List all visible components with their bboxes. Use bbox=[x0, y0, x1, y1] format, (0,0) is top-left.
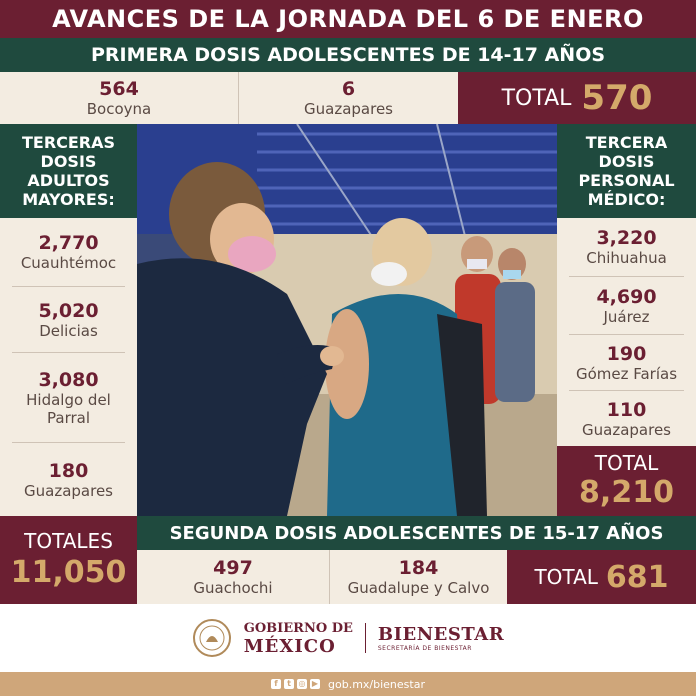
first-dose-banner bbox=[0, 38, 696, 72]
seniors-header bbox=[0, 124, 137, 218]
first-dose-place: Bocoyna bbox=[86, 100, 152, 118]
page-title-text: AVANCES DE LA JORNADA DEL 6 DE ENERO bbox=[52, 5, 644, 33]
medical-count: 4,690 bbox=[596, 285, 657, 308]
second-dose-banner bbox=[137, 516, 696, 550]
bienestar-subtext: SECRETARÍA DE BIENESTAR bbox=[377, 645, 472, 652]
footer bbox=[0, 672, 696, 696]
first-dose-total-value: 570 bbox=[581, 78, 653, 118]
medical-list bbox=[557, 218, 696, 446]
first-dose-banner-text: PRIMERA DOSIS ADOLESCENTES DE 14-17 AÑOS bbox=[90, 44, 606, 66]
vaccination-photo-illustration bbox=[137, 124, 557, 516]
medical-place: Gómez Farías bbox=[575, 364, 678, 383]
first-dose-place: Guazapares bbox=[304, 100, 393, 118]
first-dose-count: 6 bbox=[341, 78, 356, 100]
first-dose-total-label: TOTAL bbox=[501, 85, 572, 111]
social-icons bbox=[271, 679, 320, 689]
grand-totals bbox=[0, 516, 137, 604]
medical-count: 190 bbox=[606, 342, 647, 365]
second-dose-total bbox=[507, 550, 696, 604]
second-dose-total-value: 681 bbox=[605, 559, 669, 595]
gobierno-logo bbox=[244, 620, 353, 656]
twitter-icon[interactable]: t bbox=[284, 679, 294, 689]
first-dose-cell bbox=[238, 72, 458, 124]
gobierno-line2: MÉXICO bbox=[243, 636, 336, 657]
list-item bbox=[12, 442, 125, 516]
logo-strip bbox=[0, 604, 696, 672]
second-dose-count: 497 bbox=[213, 557, 253, 579]
seniors-count: 3,080 bbox=[38, 368, 99, 391]
list-item bbox=[569, 390, 684, 446]
list-item bbox=[12, 218, 125, 286]
bienestar-text: BIENESTAR bbox=[377, 624, 505, 645]
seniors-list bbox=[0, 218, 137, 516]
medical-place: Juárez bbox=[603, 307, 650, 326]
footer-url[interactable]: gob.mx/bienestar bbox=[328, 677, 425, 691]
seniors-place: Cuauhtémoc bbox=[20, 254, 117, 272]
second-dose-cell bbox=[329, 550, 507, 604]
first-dose-count: 564 bbox=[99, 78, 139, 100]
seniors-place: Delicias bbox=[39, 321, 98, 340]
second-dose-place: Guadalupe y Calvo bbox=[347, 579, 490, 597]
vaccination-photo bbox=[137, 124, 557, 516]
seniors-place: Hidalgo del Parral bbox=[26, 390, 111, 427]
list-item bbox=[569, 276, 684, 334]
medical-total-label: TOTAL bbox=[594, 451, 659, 475]
youtube-icon[interactable]: ▶ bbox=[311, 679, 319, 688]
gobierno-line1: GOBIERNO DE bbox=[243, 621, 353, 636]
second-dose-place: Guachochi bbox=[193, 579, 273, 597]
coat-of-arms-icon bbox=[192, 618, 232, 658]
second-dose-banner-text: SEGUNDA DOSIS ADOLESCENTES DE 15-17 AÑOS bbox=[169, 522, 664, 544]
medical-total bbox=[557, 446, 696, 516]
medical-total-value: 8,210 bbox=[579, 475, 674, 510]
second-dose-cell bbox=[137, 550, 329, 604]
seniors-count: 2,770 bbox=[38, 232, 99, 254]
medical-header bbox=[557, 124, 696, 218]
grand-totals-value: 11,050 bbox=[10, 555, 127, 590]
medical-count: 110 bbox=[606, 398, 647, 421]
medical-count: 3,220 bbox=[596, 227, 657, 249]
second-dose-total-label: TOTAL bbox=[534, 565, 598, 589]
instagram-icon[interactable]: ◎ bbox=[298, 679, 306, 688]
page-title bbox=[0, 0, 696, 38]
logo-divider bbox=[365, 623, 366, 653]
list-item bbox=[12, 352, 125, 442]
seniors-count: 5,020 bbox=[38, 299, 99, 322]
list-item bbox=[12, 286, 125, 352]
medical-place: Chihuahua bbox=[586, 249, 667, 267]
list-item bbox=[569, 218, 684, 276]
bienestar-logo bbox=[378, 624, 504, 652]
first-dose-cell bbox=[0, 72, 238, 124]
first-dose-total bbox=[458, 72, 696, 124]
medical-header-text: TERCERA DOSIS PERSONAL MÉDICO: bbox=[578, 133, 675, 209]
seniors-header-text: TERCERAS DOSIS ADULTOS MAYORES: bbox=[21, 133, 116, 209]
seniors-place: Guazapares bbox=[24, 481, 113, 500]
grand-totals-label: TOTALES bbox=[24, 529, 113, 553]
list-item bbox=[569, 334, 684, 390]
seniors-count: 180 bbox=[48, 459, 89, 482]
facebook-icon[interactable]: f bbox=[271, 679, 281, 689]
medical-place: Guazapares bbox=[582, 420, 671, 439]
second-dose-count: 184 bbox=[398, 557, 439, 579]
